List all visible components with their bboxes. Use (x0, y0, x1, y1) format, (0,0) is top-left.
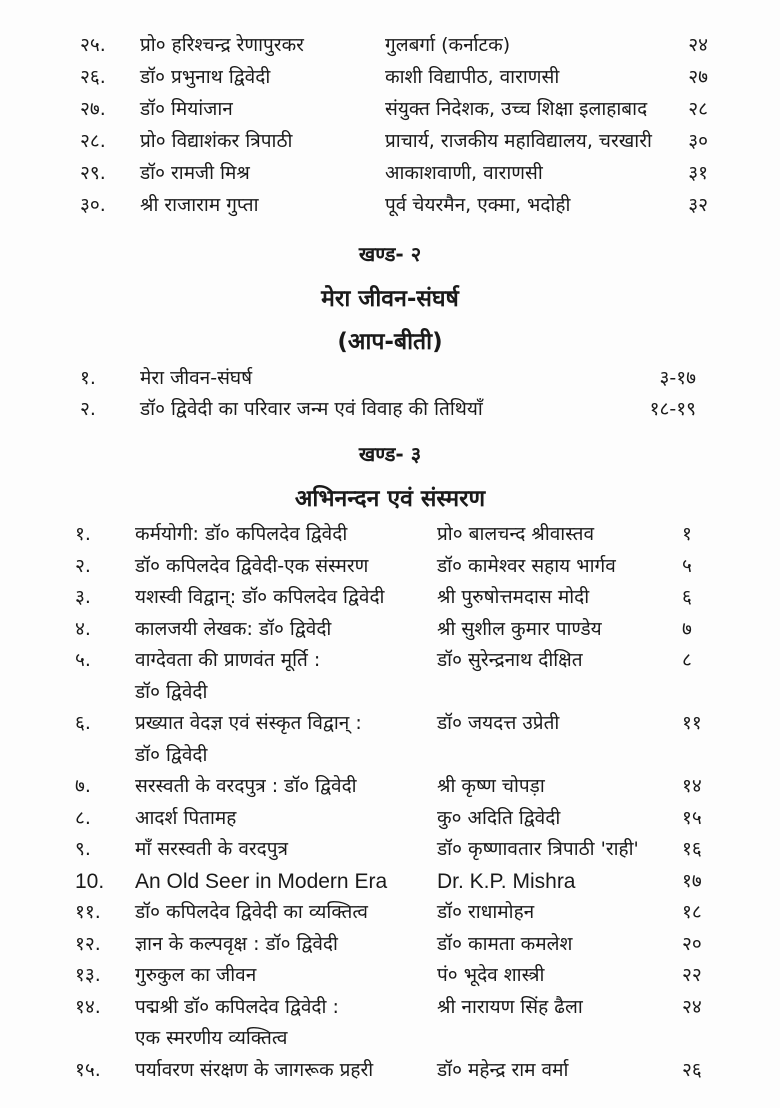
toc-entry (0, 29, 780, 61)
page-number: १४ (682, 775, 702, 797)
section-2-title: मेरा जीवन-संघर्ष (321, 286, 459, 312)
article-title: कर्मयोगी: डॉ० कपिलदेव द्विवेदी (135, 523, 348, 545)
toc-entry (0, 645, 780, 677)
article-author: श्री सुशील कुमार पाण्डेय (437, 617, 602, 640)
entry-number: १५. (75, 1058, 101, 1081)
entry-number: २८. (80, 130, 106, 152)
page-number: ७ (682, 617, 692, 640)
article-title: पर्यावरण संरक्षण के जागरूक प्रहरी (135, 1058, 374, 1081)
article-author: डॉ० जयदत्त उप्रेती (437, 712, 560, 734)
article-title: वाग्देवता की प्राणवंत मूर्ति : (135, 649, 321, 671)
entry-number: १. (75, 523, 91, 545)
page-number: ८ (682, 649, 692, 671)
entry-number: ८. (75, 806, 91, 829)
page-number: २७ (688, 66, 708, 88)
page-number: २४ (688, 34, 708, 56)
article-title: पद्मश्री डॉ० कपिलदेव द्विवेदी : (135, 995, 339, 1018)
page-number: ६ (682, 586, 692, 608)
toc-entry (0, 897, 780, 929)
page-number: ३० (688, 130, 708, 152)
section-2-label: खण्ड- २ (358, 242, 422, 266)
contributor-affiliation: काशी विद्यापीठ, वाराणसी (385, 66, 560, 88)
article-author: कु० अदिति द्विवेदी (437, 806, 561, 829)
entry-number: २७. (80, 98, 106, 120)
contributor-affiliation: संयुक्त निदेशक, उच्च शिक्षा इलाहाबाद (385, 98, 648, 120)
contributors-list (0, 29, 780, 221)
section-2-list (0, 362, 780, 424)
toc-entry (0, 93, 780, 125)
entry-number: २. (75, 554, 91, 577)
toc-entry (0, 189, 780, 221)
article-title: ज्ञान के कल्पवृक्ष : डॉ० द्विवेदी (135, 932, 338, 955)
contributor-name: डॉ० मियांजान (140, 98, 233, 120)
contributor-name: प्रो० विद्याशंकर त्रिपाठी (140, 130, 293, 152)
article-title: डॉ० कपिलदेव द्विवेदी का व्यक्तित्व (135, 901, 368, 923)
entry-number: ६. (75, 712, 91, 734)
page-number: २८ (688, 98, 708, 120)
toc-entry (0, 677, 780, 709)
entry-number: ९. (75, 838, 91, 860)
entry-title: मेरा जीवन-संघर्ष (140, 367, 253, 389)
page-number: १६ (682, 838, 702, 860)
page-number: २२ (682, 964, 702, 986)
article-author: डॉ० कामता कमलेश (437, 932, 573, 955)
entry-title: डॉ० द्विवेदी का परिवार जन्म एवं विवाह की तिथियाँ (140, 398, 483, 420)
page-number: १८-१९ (649, 398, 696, 420)
toc-entry (0, 551, 780, 583)
section-3-title: अभिनन्दन एवं संस्मरण (294, 486, 486, 512)
article-author: डॉ० सुरेन्द्रनाथ दीक्षित (437, 649, 583, 671)
toc-entry (0, 740, 780, 772)
toc-entry (0, 1055, 780, 1087)
entry-number: ७. (75, 775, 91, 797)
section-3-list (0, 519, 780, 1086)
entry-number: २६. (80, 66, 106, 88)
article-title-continued: डॉ० द्विवेदी (135, 680, 208, 703)
article-author: पं० भूदेव शास्त्री (437, 964, 545, 986)
article-title: An Old Seer in Modern Era (135, 869, 388, 893)
article-author: श्री कृष्ण चोपड़ा (437, 775, 545, 797)
page-number: २४ (682, 995, 702, 1018)
toc-entry (0, 866, 780, 898)
contributor-name: डॉ० प्रभुनाथ द्विवेदी (140, 66, 271, 88)
entry-number: १३. (75, 964, 101, 986)
entry-number: ५. (75, 649, 91, 671)
page-number: १७ (682, 869, 702, 892)
toc-entry (0, 61, 780, 93)
toc-entry (0, 614, 780, 646)
page-number: १५ (682, 806, 702, 829)
section-2-subtitle: (आप-बीती) (337, 329, 443, 355)
contributor-affiliation: प्राचार्य, राजकीय महाविद्यालय, चरखारी (385, 130, 652, 152)
article-title: गुरुकुल का जीवन (135, 964, 257, 986)
article-title: डॉ० कपिलदेव द्विवेदी-एक संस्मरण (135, 554, 369, 577)
page-number: ३१ (688, 162, 708, 184)
article-author: डॉ० कृष्णावतार त्रिपाठी 'राही' (437, 838, 639, 860)
contributor-name: डॉ० रामजी मिश्र (140, 162, 250, 184)
entry-number: ३. (75, 586, 91, 608)
article-author: डॉ० महेन्द्र राम वर्मा (437, 1058, 569, 1081)
page-number: ३२ (688, 194, 708, 216)
toc-entry (0, 362, 780, 393)
toc-entry (0, 1023, 780, 1055)
entry-number: २५. (80, 34, 106, 56)
entry-number: १४. (75, 995, 101, 1018)
toc-entry (0, 157, 780, 189)
article-author: डॉ० कामेश्वर सहाय भार्गव (437, 554, 616, 577)
page-number: ५ (682, 554, 692, 577)
article-title: आदर्श पितामह (135, 806, 237, 829)
article-title: यशस्वी विद्वान्: डॉ० कपिलदेव द्विवेदी (135, 586, 385, 608)
toc-entry (0, 708, 780, 740)
toc-entry (0, 771, 780, 803)
contributor-affiliation: गुलबर्गा (कर्नाटक) (385, 34, 511, 56)
article-title-continued: डॉ० द्विवेदी (135, 743, 208, 766)
toc-entry (0, 929, 780, 961)
toc-entry (0, 960, 780, 992)
section-3-label: खण्ड- ३ (358, 442, 422, 466)
toc-entry (0, 519, 780, 551)
entry-number: १२. (75, 932, 101, 955)
article-title: प्रख्यात वेदज्ञ एवं संस्कृत विद्वान् : (135, 712, 362, 734)
page-number: २६ (682, 1058, 702, 1081)
toc-entry (0, 125, 780, 157)
page-number: २० (682, 932, 702, 955)
toc-entry (0, 803, 780, 835)
article-author: श्री नारायण सिंह ढैला (437, 995, 583, 1018)
contributor-affiliation: पूर्व चेयरमैन, एक्मा, भदोही (385, 194, 571, 216)
article-title: माँ सरस्वती के वरदपुत्र (135, 838, 289, 860)
entry-number: २९. (80, 162, 106, 184)
article-author: Dr. K.P. Mishra (437, 869, 576, 893)
article-title-continued: एक स्मरणीय व्यक्तित्व (135, 1027, 288, 1049)
article-author: श्री पुरुषोत्तमदास मोदी (437, 586, 590, 608)
article-author: डॉ० राधामोहन (437, 901, 535, 923)
page-number: ११ (682, 712, 702, 734)
entry-number: 10. (75, 869, 105, 893)
entry-number: ३०. (80, 194, 106, 216)
toc-entry (0, 393, 780, 424)
article-title: सरस्वती के वरदपुत्र : डॉ० द्विवेदी (135, 775, 357, 797)
contributor-name: श्री राजाराम गुप्ता (140, 194, 259, 216)
toc-entry (0, 834, 780, 866)
entry-number: २. (80, 398, 96, 420)
contributor-name: प्रो० हरिश्चन्द्र रेणापुरकर (140, 34, 304, 56)
article-title: कालजयी लेखक: डॉ० द्विवेदी (135, 617, 332, 640)
page-number: १ (682, 523, 692, 545)
article-author: प्रो० बालचन्द श्रीवास्तव (437, 523, 595, 545)
entry-number: ११. (75, 901, 101, 923)
toc-entry (0, 992, 780, 1024)
entry-number: १. (80, 367, 96, 389)
toc-entry (0, 582, 780, 614)
page-number: ३-१७ (659, 367, 696, 389)
entry-number: ४. (75, 617, 91, 640)
contributor-affiliation: आकाशवाणी, वाराणसी (385, 162, 543, 184)
page-number: १८ (682, 901, 702, 923)
